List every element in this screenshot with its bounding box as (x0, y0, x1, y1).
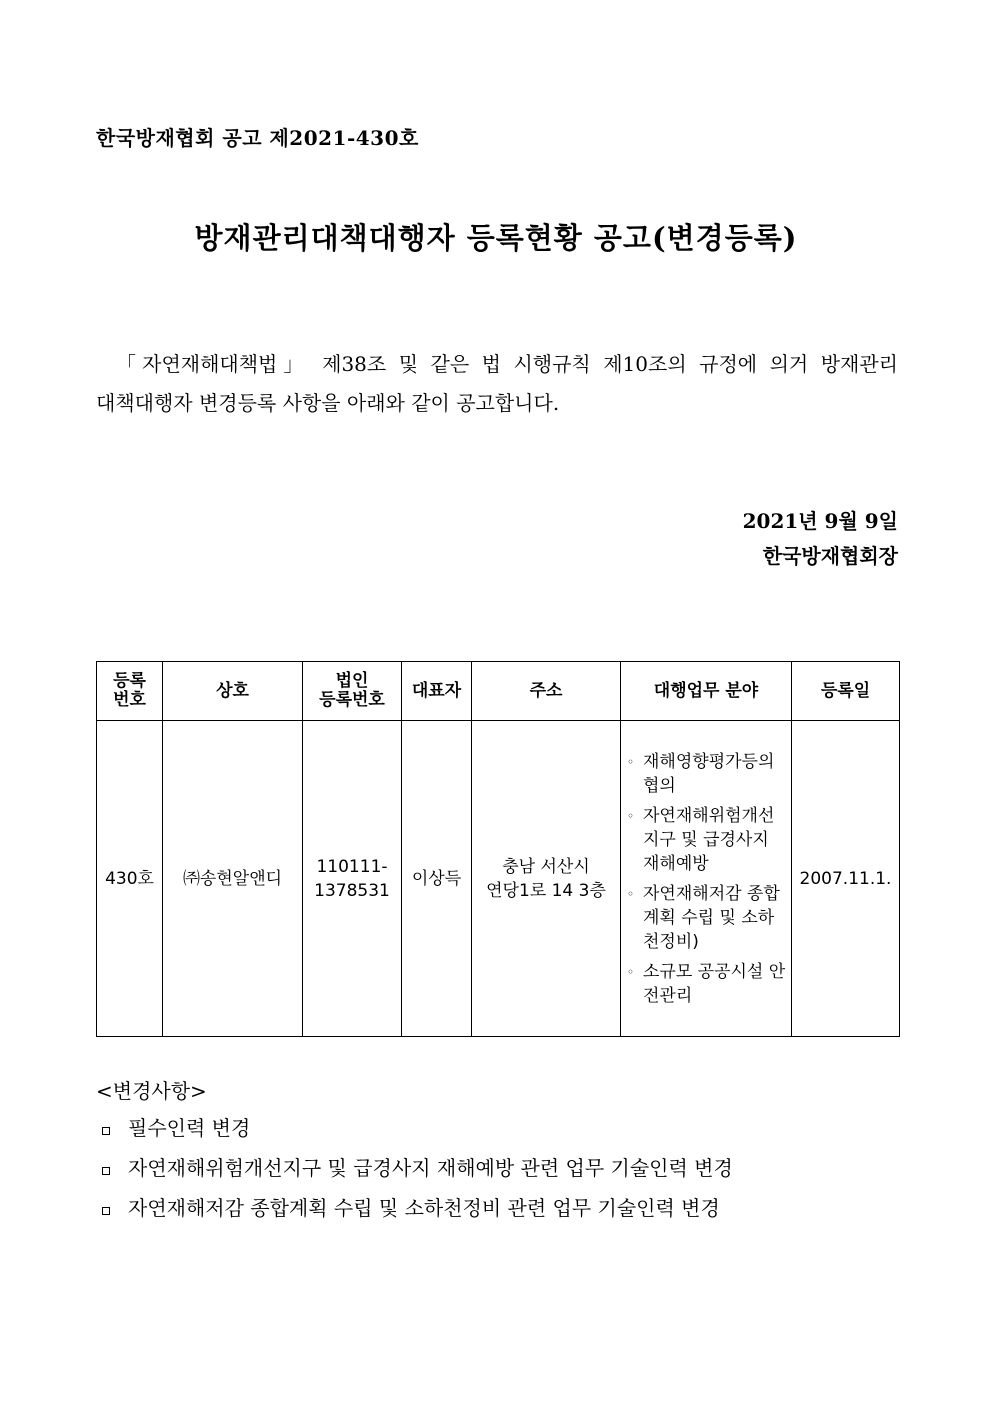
cell-reg-no: 430호 (97, 721, 163, 1037)
business-item-text: 자연재해위험개선지구 및 급경사지 재해예방 (643, 805, 775, 874)
header-corp-no-line2: 등록번호 (319, 690, 385, 710)
business-item-text: 소규모 공공시설 안전관리 (643, 961, 786, 1006)
table-row (97, 721, 900, 1037)
cell-business (621, 721, 792, 1037)
list-item (623, 960, 789, 1008)
header-corp-no (303, 662, 402, 721)
cell-company: ㈜송현알앤디 (163, 721, 303, 1037)
header-reg-no (97, 662, 163, 721)
cell-address-line2: 연당1로 14 3층 (486, 880, 606, 901)
change-item-text: 자연재해저감 종합계획 수립 및 소하천정비 관련 업무 기술인력 변경 (128, 1196, 720, 1220)
cell-corp-no (303, 721, 402, 1037)
business-item-text: 재해영향평가등의 협의 (643, 751, 775, 796)
square-bullet-icon (102, 1127, 110, 1135)
table-header-row (97, 662, 900, 721)
list-item (623, 882, 789, 954)
circle-bullet-icon: ◦ (627, 808, 635, 823)
cell-address-line1: 충남 서산시 (502, 856, 590, 877)
cell-corp-no-line2: 1378531 (314, 880, 390, 901)
header-representative: 대표자 (402, 662, 472, 721)
list-item (96, 1152, 733, 1192)
circle-bullet-icon: ◦ (627, 964, 635, 979)
header-reg-no-line2: 번호 (113, 690, 146, 710)
header-company: 상호 (163, 662, 303, 721)
change-item-text: 필수인력 변경 (128, 1116, 251, 1140)
body-line-1: 「자연재해대책법」 제38조 및 같은 법 시행규칙 제10조의 규정에 의거 방재관리 (116, 352, 898, 376)
circle-bullet-icon: ◦ (627, 754, 635, 769)
list-item (96, 1192, 733, 1232)
list-item (623, 804, 789, 876)
body-line-2: 대책대행자 변경등록 사항을 아래와 같이 공고합니다. (96, 391, 560, 415)
business-item-text: 자연재해저감 종합계획 수립 및 소하천정비) (643, 883, 780, 952)
list-item (96, 1112, 733, 1152)
cell-corp-no-line1: 110111- (316, 856, 388, 877)
header-corp-no-line1: 법인 (335, 671, 369, 691)
changes-heading: <변경사항> (96, 1079, 207, 1103)
list-item (623, 750, 789, 798)
page-title: 방재관리대책대행자 등록현황 공고(변경등록) (194, 221, 798, 255)
body-paragraph (96, 345, 898, 423)
header-reg-date: 등록일 (792, 662, 900, 721)
issue-date: 2021년 9월 9일 (742, 509, 898, 533)
issuer-name: 한국방재협회장 (762, 544, 898, 568)
change-item-text: 자연재해위험개선지구 및 급경사지 재해예방 관련 업무 기술인력 변경 (128, 1156, 733, 1180)
square-bullet-icon (102, 1207, 110, 1215)
document-number: 한국방재협회 공고 제2021-430호 (96, 126, 419, 150)
changes-list (96, 1112, 733, 1232)
circle-bullet-icon: ◦ (627, 886, 635, 901)
header-business: 대행업무 분야 (621, 662, 792, 721)
cell-address (472, 721, 621, 1037)
business-list (623, 750, 789, 1008)
header-address: 주소 (472, 662, 621, 721)
registration-table (96, 661, 900, 1037)
cell-representative: 이상득 (402, 721, 472, 1037)
square-bullet-icon (102, 1167, 110, 1175)
header-reg-no-line1: 등록 (113, 671, 146, 691)
cell-reg-date: 2007.11.1. (792, 721, 900, 1037)
